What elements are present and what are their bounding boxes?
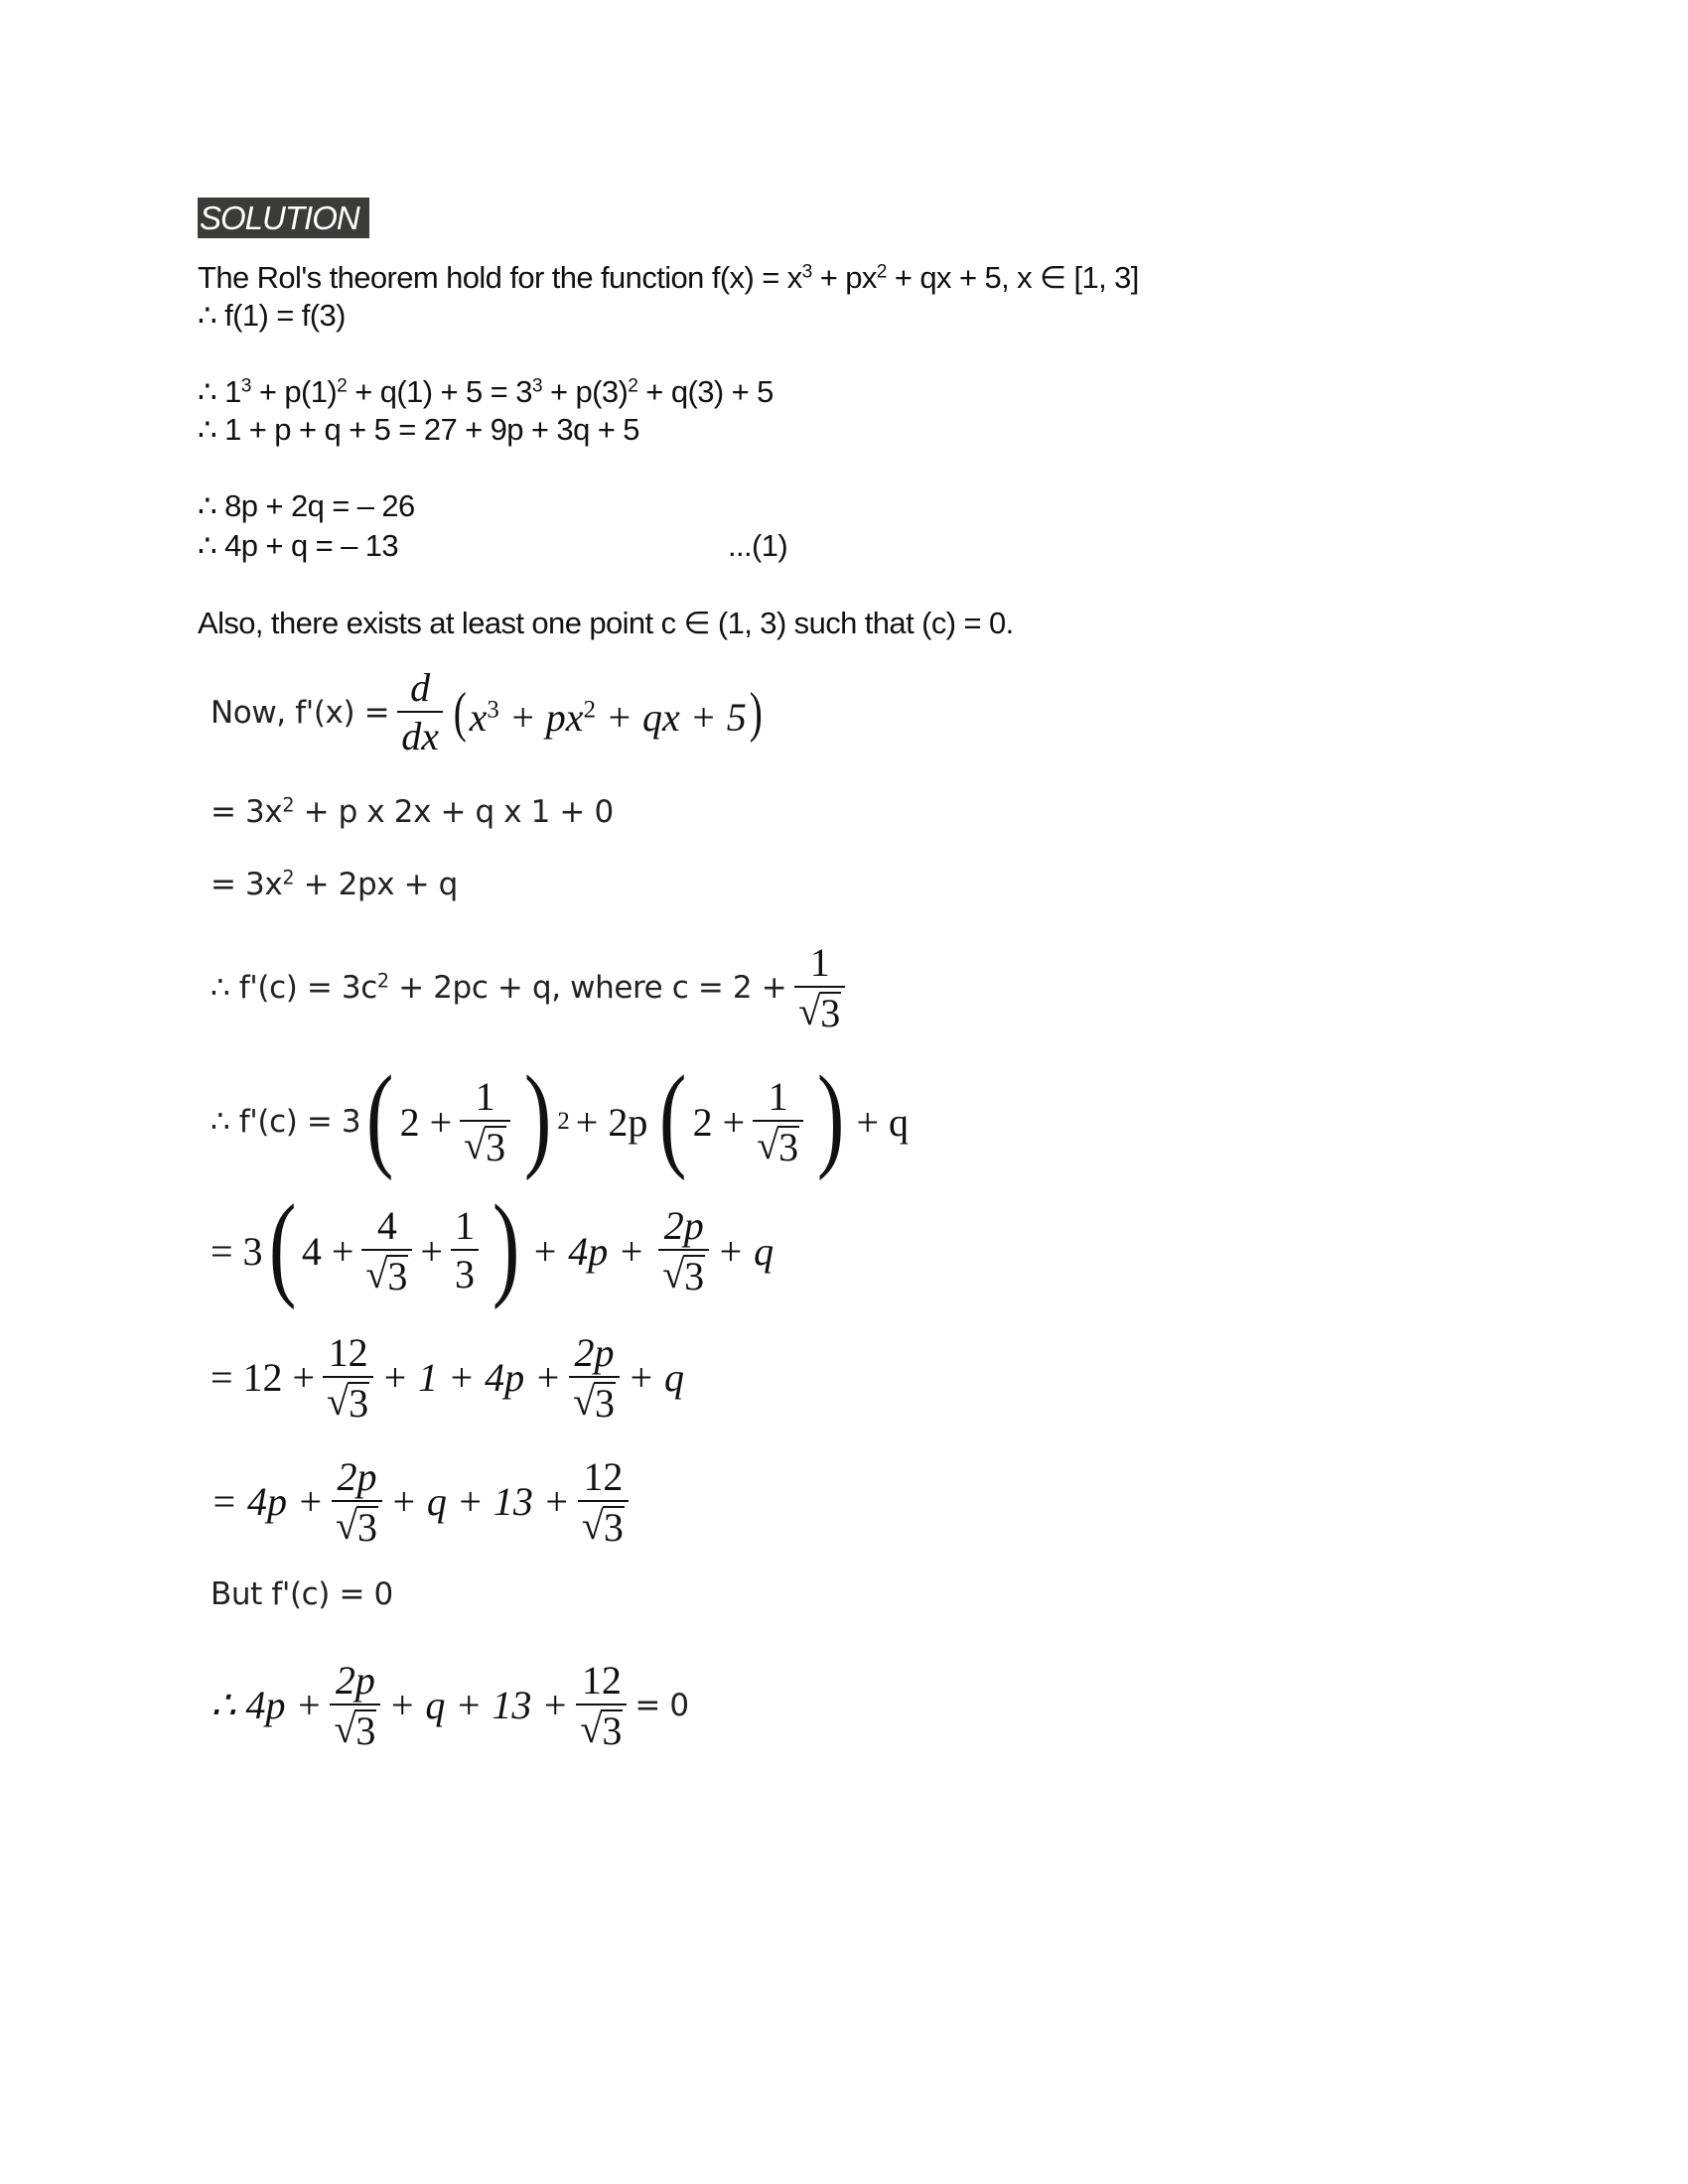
denominator: dx: [401, 714, 439, 758]
term: + q: [856, 1099, 910, 1145]
exponent: 3: [240, 375, 251, 397]
denominator: 3: [451, 1249, 479, 1297]
equals-zero: = 0: [634, 1687, 689, 1723]
text: + p x 2x + q x 1 + 0: [294, 794, 614, 830]
numerator: 1: [454, 1203, 475, 1248]
term: = 12 +: [211, 1355, 316, 1400]
text: = 3x: [211, 794, 283, 830]
text: Now, f'(x) =: [211, 695, 390, 731]
term: + qx + 5: [595, 695, 747, 740]
derivative-definition: [211, 663, 765, 762]
text: ∴ f'(c) = 3c: [211, 970, 377, 1006]
left-paren: (: [366, 1051, 394, 1181]
radicand: 3: [778, 1125, 799, 1169]
intro-text: + qx + 5, x ∈ [1, 3]: [886, 260, 1139, 295]
text: ∴ f'(c) = 3: [211, 1104, 361, 1140]
exponent: 2: [337, 375, 348, 397]
exponent: 2: [628, 375, 638, 397]
line-substitution: [198, 374, 774, 410]
numerator: d: [410, 665, 431, 710]
line-exists-c: Also, there exists at least one point c ∈ (1, 3) such that (c) = 0.: [198, 606, 1014, 640]
left-paren: (: [453, 682, 467, 744]
numerator: 4: [376, 1203, 397, 1248]
exponent: 2: [876, 261, 887, 283]
numerator: 1: [768, 1074, 788, 1119]
step-4: ∴ f'(c) = 3 ( 2 + 1 √ 3 ) 2 + 2p ( 2 + 1 √ 3 ) + q: [211, 1051, 910, 1181]
numerator: 1: [809, 940, 830, 985]
numerator: 2p: [574, 1329, 615, 1375]
text: = 3x: [211, 867, 283, 902]
term: + q + 13 +: [388, 1683, 569, 1727]
term: + q: [628, 1355, 685, 1400]
right-paren: ): [817, 1051, 845, 1181]
solution-heading: SOLUTION: [198, 198, 369, 238]
term: = 4p +: [211, 1479, 324, 1524]
radicand: 3: [486, 1125, 506, 1169]
text: + 2pc + q, where c = 2 +: [388, 970, 787, 1006]
text: + 2px + q: [294, 867, 458, 902]
right-paren: ): [749, 682, 763, 744]
term: ∴ 4p +: [211, 1683, 323, 1727]
radicand: 3: [603, 1504, 624, 1550]
intro-text: The Rol's theorem hold for the function f(x) = x: [198, 260, 802, 295]
exponent: 2: [583, 696, 596, 724]
radicand: 3: [684, 1254, 705, 1298]
step-2: [211, 867, 458, 902]
line-4p-q: ∴ 4p + q = – 13: [198, 528, 399, 563]
term: 2 +: [399, 1099, 453, 1145]
radicand: 3: [602, 1707, 623, 1753]
exponent: 3: [801, 261, 812, 283]
text: ∴ 1: [198, 374, 241, 409]
term: + q + 13 +: [389, 1479, 570, 1524]
step-3: [211, 933, 853, 1042]
term: = 3: [211, 1228, 263, 1274]
term: 2 +: [692, 1099, 746, 1145]
numerator: 1: [475, 1074, 495, 1119]
numerator: 2p: [663, 1203, 704, 1248]
radicand: 3: [820, 991, 841, 1035]
text: + p(1): [250, 374, 338, 409]
numerator: 2p: [337, 1453, 377, 1499]
exponent: 2: [282, 793, 295, 817]
but-condition: But f'(c) = 0: [211, 1576, 393, 1612]
term: + 1 + 4p +: [381, 1355, 562, 1400]
left-paren: (: [659, 1051, 687, 1181]
step-7: = 4p + 2p √ 3 + q + 13 + 12 √ 3: [211, 1444, 636, 1559]
exponent: 2: [376, 969, 389, 993]
text: + q(1) + 5 = 3: [347, 374, 532, 409]
term: x: [469, 695, 488, 740]
exponent: 3: [531, 375, 542, 397]
intro-text: + px: [811, 260, 877, 295]
left-paren: (: [268, 1180, 296, 1310]
right-paren: ): [492, 1180, 520, 1310]
term: + 2p: [575, 1099, 648, 1145]
exponent: 3: [487, 696, 499, 724]
line-simplified: ∴ 1 + p + q + 5 = 27 + 9p + 3q + 5: [198, 412, 639, 447]
term: +: [420, 1228, 443, 1274]
polynomial: [451, 682, 765, 744]
radicand: 3: [355, 1707, 376, 1753]
radicand: 3: [595, 1380, 616, 1426]
equation-reference: ...(1): [728, 528, 788, 563]
text: + p(3): [541, 374, 629, 409]
line-8p-2q: ∴ 8p + 2q = – 26: [198, 488, 415, 523]
fraction-d-dx: [397, 667, 443, 758]
fraction-1-sqrt3: 1 √ 3: [794, 942, 845, 1033]
intro-line: [198, 260, 1139, 296]
step-1: [211, 794, 614, 830]
text: + q(3) + 5: [637, 374, 774, 409]
line-f1-eq-f3: ∴ f(1) = f(3): [198, 298, 346, 333]
numerator: 12: [328, 1329, 368, 1375]
radicand: 3: [356, 1504, 377, 1550]
term: + px: [498, 695, 584, 740]
numerator: 12: [583, 1453, 624, 1499]
radicand: 3: [387, 1254, 408, 1298]
step-5: = 3 ( 4 + 4 √ 3 + $\frac{1}{3}$ ) + 4p + 2p √ 3 + q: [211, 1180, 774, 1310]
radicand: 3: [349, 1380, 369, 1426]
term: + q: [717, 1228, 774, 1274]
exponent: 2: [282, 866, 295, 889]
step-6: = 12 + 12 √ 3 + 1 + 4p + 2p √ 3 + q: [211, 1329, 685, 1426]
right-paren: ): [523, 1051, 552, 1181]
term: 4 +: [301, 1228, 354, 1274]
final-equation: ∴ 4p + 2p √ 3 + q + 13 + 12 √ 3 = 0: [211, 1657, 689, 1753]
numerator: 2p: [335, 1657, 375, 1703]
term: + 4p +: [531, 1228, 645, 1274]
numerator: 12: [581, 1657, 622, 1703]
